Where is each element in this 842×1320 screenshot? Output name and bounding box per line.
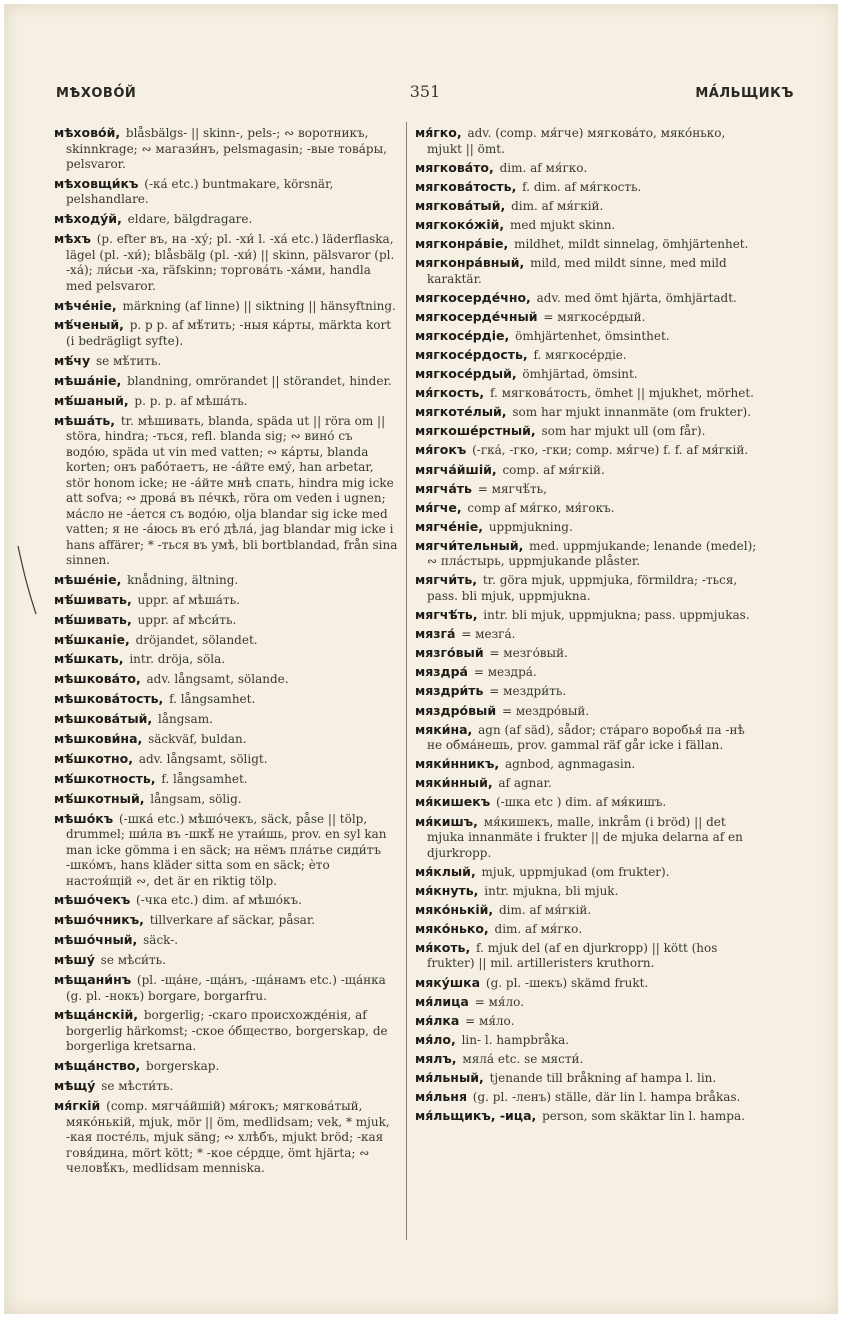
entry-headword: мя́коть,	[415, 939, 471, 955]
entry-headword: мя́льный,	[415, 1070, 484, 1086]
dictionary-entry	[415, 347, 763, 364]
entry-headword: мяздро́вый	[415, 702, 497, 718]
entry-headword: мя́кнуть,	[415, 882, 479, 898]
entry-definition: comp af мя́гко, мя́гокъ.	[467, 500, 615, 515]
entry-definition: (-чка etc.) dim. af мѣшо́къ.	[136, 893, 302, 908]
dictionary-entry	[54, 731, 398, 748]
dictionary-entry	[54, 373, 398, 390]
entry-headword: мѣшо́чный,	[54, 932, 138, 948]
entry-definition: = мягкосе́рдый.	[543, 309, 646, 324]
entry-headword: мѣховщи́къ	[54, 175, 139, 191]
dictionary-entry	[415, 442, 763, 459]
dictionary-entry	[54, 811, 398, 890]
entry-definition: dim. af мя́гкій.	[511, 198, 604, 213]
dictionary-entry	[54, 612, 398, 629]
margin-pencil-mark	[14, 544, 40, 616]
entry-definition: tillverkare af säckar, påsar.	[149, 913, 316, 928]
entry-definition: (-шка etc ) dim. af мя́кишъ.	[495, 795, 667, 810]
dictionary-entry	[415, 626, 763, 643]
entry-definition: (g. pl. -ленъ) ställe, där lin l. hampa bråkas.	[472, 1090, 741, 1105]
entry-headword: мѣ́шаный,	[54, 392, 129, 408]
entry-definition: agnbod, agnmagasin.	[504, 757, 636, 772]
entry-definition: som har mjukt innanmäte (om frukter).	[512, 405, 752, 420]
entry-headword: мѣшкови́на,	[54, 731, 143, 747]
dictionary-entry	[54, 1058, 398, 1075]
entry-headword: мѣщу́	[54, 1078, 96, 1094]
entry-headword: мяки́нный,	[415, 775, 493, 791]
dictionary-entry	[54, 912, 398, 929]
dictionary-entry	[415, 814, 763, 862]
entry-headword: мѣ́шкотно,	[54, 750, 133, 766]
entry-definition: comp. af мя́гкій.	[502, 462, 605, 477]
entry-headword: мягкосе́рдый,	[415, 366, 517, 382]
entry-definition: = мездро́вый.	[501, 703, 590, 718]
dictionary-entry	[54, 751, 398, 768]
entry-definition: tr. мѣшивать, blanda, späda ut || röra om || störa, hindra; -ться, refl. blanda sig; ∾ вино́ съ водо́ю, späda ut vin med vatten; ∾ ка́рты, blanda korten; онъ рабо́таетъ, не -а́йте ему́, han arbetar, stör honom icke; не -а́йте мнѣ спать, hindra mig icke att sofva; ∾ дрова́ въ пе́чкѣ, röra om veden i ugnen; ма́сло не -а́ется съ водо́ю, olja blandar sig icke med vatten; я не -а́юсь въ его́ дѣла́, jag blandar mig icke i hans affärer; * -ться въ умѣ, bli bortblandad, från sina sinnen.	[66, 413, 398, 568]
entry-headword: мягчи́тельный,	[415, 537, 524, 553]
entry-headword: мягкосерде́чный	[415, 308, 538, 324]
dictionary-entry	[54, 1007, 398, 1055]
entry-headword: мѣша́ть,	[54, 412, 116, 428]
entry-definition: (p. efter въ, на -ху́; pl. -хи́ l. -ха́ etc.) läderflaska, lägel (pl. -хи́); blåsbälg (pl. -хи́) || skinn, pälsvaror (pl. -ха́); ли́сьи -ха, räfskinn; торгова́ть -ха́ми, handla med pelsvaror.	[66, 232, 395, 293]
entry-definition: = мя́ло.	[465, 1013, 515, 1028]
entry-definition: mildhet, mildt sinnelag, ömhjärtenhet.	[514, 236, 749, 251]
entry-definition: mjuk, uppmjukad (om frukter).	[481, 864, 670, 879]
entry-headword: мягконра́вный,	[415, 255, 525, 271]
dictionary-entry	[415, 423, 763, 440]
dictionary-entry	[54, 671, 398, 688]
entry-definition: borgerskap.	[146, 1059, 220, 1074]
entry-headword: мя́гче,	[415, 499, 462, 515]
entry-definition: långsam.	[158, 712, 213, 727]
entry-definition: intr. bli mjuk, uppmjukna; pass. uppmjukas.	[483, 608, 750, 623]
entry-headword: мя́гкость,	[415, 385, 485, 401]
entry-definition: f. dim. af мя́гкость.	[522, 179, 642, 194]
dictionary-entry	[54, 353, 398, 370]
running-head-left: МѢХОВО́Й	[56, 86, 137, 101]
entry-definition: af agnar.	[498, 776, 552, 791]
dictionary-entry	[54, 972, 398, 1004]
dictionary-entry	[415, 538, 763, 570]
entry-definition: = мягчѣ́ть,	[477, 481, 547, 496]
dictionary-entry	[415, 481, 763, 498]
dictionary-entry	[415, 994, 763, 1011]
entry-definition: p. p p. af мѣ́тить; -ныя ка́рты, märkta kort (i bedrägligt syfte).	[66, 318, 392, 348]
entry-headword: мѣше́ніе,	[54, 571, 122, 587]
dictionary-entry	[415, 921, 763, 938]
entry-headword: мяздра́	[415, 664, 468, 680]
page-header	[54, 82, 796, 106]
entry-definition: agn (af säd), sådor; ста́раго воробья́ па -нѣ не обма́нешь, prov. gammal räf går icke i fällan.	[427, 722, 745, 753]
entry-headword: мѣща́нскій,	[54, 1007, 138, 1023]
entry-headword: мялъ,	[415, 1050, 457, 1066]
entry-headword: мяздри́ть	[415, 683, 484, 699]
entry-definition: adv. långsamt, sölande.	[146, 672, 289, 687]
entry-headword: мяко́нькій,	[415, 901, 494, 917]
entry-definition: dim. af мя́гкій.	[498, 902, 592, 917]
dictionary-entry	[54, 1098, 398, 1177]
dictionary-entry	[415, 366, 763, 383]
dictionary-entry	[415, 500, 763, 517]
entry-headword: мѣща́нство,	[54, 1058, 141, 1074]
entry-headword: мѣшкова́тость,	[54, 691, 164, 707]
entry-definition: = мезга́.	[461, 627, 516, 642]
entry-definition: f. mjuk del (af en djurkropp) || kött (hos frukter) || mil. artilleristers kruthorn.	[427, 940, 718, 971]
dictionary-entry	[54, 393, 398, 410]
entry-headword: мягча́ть	[415, 480, 472, 496]
entry-definition: se мѣ́тить.	[95, 353, 162, 368]
entry-headword: мягкосерде́чно,	[415, 289, 531, 305]
dictionary-entry	[54, 711, 398, 728]
entry-headword: мя́кишекъ	[415, 794, 491, 810]
entry-definition: adv. långsamt, söligt.	[138, 751, 268, 766]
entry-headword: мѣщани́нъ	[54, 972, 132, 988]
entry-headword: мѣшкова́то,	[54, 671, 141, 687]
dictionary-entry	[415, 160, 763, 177]
entry-definition: = мездра́.	[473, 665, 537, 680]
entry-definition: (g. pl. -шекъ) skämd frukt.	[485, 975, 649, 990]
dictionary-entry	[54, 892, 398, 909]
dictionary-entry	[54, 298, 398, 315]
dictionary-entry	[54, 1078, 398, 1095]
entry-headword: мя́лица	[415, 993, 469, 1009]
entry-definition: med. uppmjukande; lenande (medel); ∾ пла́стырь, uppmjukande plåster.	[427, 538, 757, 569]
entry-definition: (-шка́ etc.) мѣшо́чекъ, säck, påse || tölp, drummel; ши́ла въ -шкѣ́ не утаи́шь, prov. en syl kan man icke gömma i en säck; на нёмъ пла́тье сиди́тъ -шко́мъ, hans kläder sitta som en säck; ѐто настоя́щій ∾, det är en riktig tölp.	[66, 811, 387, 888]
entry-headword: мяко́нько,	[415, 920, 489, 936]
entry-definition: intr. dröja, söla.	[129, 652, 226, 667]
dictionary-entry	[415, 217, 763, 234]
entry-definition: eldare, bälgdragare.	[127, 212, 253, 227]
entry-headword: мягкосе́рдіе,	[415, 327, 510, 343]
entry-definition: som har mjukt ull (om får).	[541, 424, 706, 439]
entry-definition: se мѣсти́ть.	[101, 1079, 174, 1094]
entry-definition: mild, med mildt sinne, med mild karaktär.	[427, 256, 727, 286]
entry-definition: uppr. af мѣша́ть.	[137, 592, 240, 607]
dictionary-entry	[415, 940, 763, 972]
entry-headword: мяки́нникъ,	[415, 756, 500, 772]
entry-definition: мяла́ etc. se мясти́.	[462, 1051, 584, 1066]
entry-headword: мягкова́тый,	[415, 197, 506, 213]
entry-headword: мя́льня	[415, 1089, 467, 1105]
dictionary-entry	[415, 722, 763, 754]
dictionary-entry	[415, 236, 763, 253]
dictionary-entry	[415, 864, 763, 881]
dictionary-entry	[415, 572, 763, 604]
left-column	[54, 125, 398, 1245]
entry-headword: мѣ́ченый,	[54, 317, 124, 333]
dictionary-entry	[54, 771, 398, 788]
entry-headword: мя́кишъ,	[415, 813, 478, 829]
entry-headword: мягчѣ́ть,	[415, 607, 478, 623]
entry-definition: säckväf, buldan.	[148, 732, 247, 747]
dictionary-entry	[415, 179, 763, 196]
entry-headword: мѣшкова́тый,	[54, 711, 153, 727]
entry-definition: f. мягкосе́рдіе.	[533, 347, 627, 362]
dictionary-entry	[54, 176, 398, 208]
dictionary-entry	[415, 645, 763, 662]
entry-headword: мѣша́ніе,	[54, 372, 122, 388]
running-head-right: МА́ЛЬЩИКЪ	[695, 86, 794, 101]
entry-definition: ömhjärtenhet, ömsinthet.	[515, 328, 670, 343]
entry-definition: = мездри́ть.	[489, 684, 567, 699]
dictionary-entry	[415, 462, 763, 479]
dictionary-entry	[415, 775, 763, 792]
dictionary-entry	[415, 1051, 763, 1068]
dictionary-entry	[415, 883, 763, 900]
dictionary-entry	[54, 413, 398, 569]
dictionary-entry	[415, 1013, 763, 1030]
entry-headword: мяку́шка	[415, 974, 481, 990]
entry-headword: мѣходу́й,	[54, 211, 122, 227]
entry-headword: мягча́йшій,	[415, 461, 497, 477]
entry-headword: мѣшо́чекъ	[54, 892, 131, 908]
entry-headword: мѣшо́чникъ,	[54, 912, 144, 928]
entry-headword: мягкоше́рстный,	[415, 423, 536, 439]
dictionary-entry	[415, 255, 763, 287]
entry-definition: = мезго́вый.	[489, 646, 568, 661]
dictionary-entry	[415, 198, 763, 215]
entry-definition: f. långsamhet.	[169, 692, 256, 707]
dictionary-entry	[415, 385, 763, 402]
dictionary-entry	[415, 404, 763, 421]
entry-definition: (pl. -ща́не, -ща́нъ, -ща́намъ etc.) -ща́нка (g. pl. -нокъ) borgare, borgarfru.	[66, 973, 386, 1003]
entry-headword: мѣ́шивать,	[54, 591, 132, 607]
dictionary-entry	[415, 664, 763, 681]
entry-definition: (-гка́, -гко, -гки; comp. мя́гче) f. f. af мя́гкій.	[472, 443, 749, 458]
dictionary-entry	[415, 975, 763, 992]
entry-definition: uppmjukning.	[488, 519, 573, 534]
entry-headword: мя́ло,	[415, 1031, 456, 1047]
dictionary-entry	[415, 309, 763, 326]
entry-headword: мягчи́ть,	[415, 572, 478, 588]
entry-headword: мя́лка	[415, 1012, 460, 1028]
entry-headword: мѣ́чу	[54, 352, 91, 368]
dictionary-page	[4, 4, 838, 1314]
entry-headword: мягче́ніе,	[415, 518, 483, 534]
entry-headword: мязго́вый	[415, 645, 484, 661]
entry-definition: intr. mjukna, bli mjuk.	[484, 883, 619, 898]
dictionary-entry	[415, 290, 763, 307]
dictionary-entry	[54, 651, 398, 668]
entry-definition: tr. göra mjuk, uppmjuka, förmildra; -ться, pass. bli mjuk, uppmjukna.	[427, 573, 738, 603]
entry-headword: мя́гокъ	[415, 442, 467, 458]
entry-definition: se мѣси́ть.	[100, 953, 167, 968]
entry-headword: мя́гкій	[54, 1098, 101, 1114]
entry-definition: (-ка́ etc.) buntmakare, körsnär, pelshandlare.	[66, 176, 334, 207]
entry-definition: мя́кишекъ, malle, inkråm (i bröd) || det mjuka innanmäte i frukter || de mjuka delarna af en djurkropp.	[427, 814, 743, 860]
dictionary-entry	[415, 1089, 763, 1106]
dictionary-entry	[54, 317, 398, 349]
entry-headword: мягконра́віе,	[415, 235, 509, 251]
entry-definition: blandning, omrörandet || störandet, hinder.	[127, 373, 392, 388]
entry-definition: f. långsamhet.	[161, 771, 248, 786]
entry-headword: мѣ́шивать,	[54, 611, 132, 627]
entry-headword: мя́гко,	[415, 125, 462, 140]
entry-headword: мѣхъ	[54, 231, 91, 247]
dictionary-entry	[54, 632, 398, 649]
dictionary-entry	[415, 1070, 763, 1087]
dictionary-entry	[415, 1032, 763, 1049]
column-divider	[406, 122, 407, 1240]
entry-definition: märkning (af linne) || siktning || hänsyftning.	[122, 298, 396, 313]
entry-headword: мягкоко́жій,	[415, 216, 505, 232]
entry-headword: мѣ́шкотный,	[54, 790, 145, 806]
entry-headword: мя́льщикъ, -ица,	[415, 1108, 537, 1124]
entry-definition: säck-.	[143, 933, 179, 948]
entry-definition: = мя́ло.	[474, 994, 525, 1009]
entry-headword: мѣшо́къ	[54, 810, 114, 826]
entry-definition: tjenande till bråkning af hampa l. lin.	[489, 1071, 717, 1086]
dictionary-entry	[54, 791, 398, 808]
dictionary-entry	[415, 125, 763, 157]
entry-headword: мязга́	[415, 626, 456, 642]
right-column	[415, 125, 763, 1245]
entry-definition: dröjandet, sölandet.	[135, 632, 258, 647]
dictionary-entry	[54, 592, 398, 609]
entry-definition: knådning, ältning.	[127, 572, 239, 587]
entry-definition: ömhjärtad, ömsint.	[522, 367, 638, 382]
entry-definition: p. p. p. af мѣша́ть.	[134, 393, 248, 408]
entry-definition: långsam, sölig.	[150, 791, 242, 806]
entry-definition: person, som skäktar lin l. hampa.	[542, 1109, 745, 1124]
entry-headword: мѣшу́	[54, 952, 95, 968]
entry-headword: мѣче́ніе,	[54, 297, 117, 313]
entry-headword: мѣ́шкать,	[54, 651, 124, 667]
entry-headword: мягкосе́рдость,	[415, 346, 528, 362]
dictionary-entry	[415, 519, 763, 536]
entry-headword: мѣ́шкотность,	[54, 770, 156, 786]
dictionary-entry	[54, 691, 398, 708]
entry-definition: uppr. af мѣси́ть.	[137, 612, 237, 627]
entry-definition: adv. med ömt hjärta, ömhjärtadt.	[536, 290, 737, 305]
entry-headword: мягкова́тость,	[415, 178, 517, 194]
entry-definition: blåsbälgs- || skinn-, pels-; ∾ воротникъ, skinnkrage; ∾ магази́нъ, pelsmagasin; -вые това́ры, pelsvaror.	[66, 126, 387, 171]
dictionary-entry	[54, 572, 398, 589]
entry-definition: med mjukt skinn.	[509, 217, 616, 232]
dictionary-entry	[415, 607, 763, 624]
dictionary-entry	[54, 125, 398, 173]
dictionary-entry	[415, 794, 763, 811]
dictionary-entry	[415, 902, 763, 919]
entry-definition: (comp. мягча́йшій) мя́гокъ; мягкова́тый, мяко́нькій, mjuk, mör || öm, medlidsam; vek, * mjuk, -кая посте́ль, mjuk säng; ∾ хлѣбъ, mjukt bröd; -кая говя́дина, mört kött; * -кое се́рдце, ömt hjärta; ∾ человѣ́къ, medlidsam menniska.	[66, 1099, 390, 1176]
dictionary-entry	[415, 328, 763, 345]
dictionary-entry	[54, 952, 398, 969]
entry-headword: мягкоте́лый,	[415, 404, 507, 420]
entry-definition: dim. af мя́гко.	[499, 160, 588, 175]
dictionary-entry	[415, 1108, 763, 1125]
page-number: 351	[409, 82, 441, 101]
entry-headword: мѣ́шканіе,	[54, 631, 130, 647]
entry-headword: мяки́на,	[415, 721, 473, 737]
dictionary-entry	[54, 932, 398, 949]
entry-headword: мягкова́то,	[415, 159, 494, 175]
dictionary-entry	[415, 683, 763, 700]
entry-definition: adv. (comp. мя́гче) мягкова́то, мяко́нько, mjukt || ömt.	[427, 126, 726, 156]
entry-definition: dim. af мя́гко.	[494, 921, 583, 936]
entry-definition: f. мягкова́тость, ömhet || mjukhet, mörhet.	[489, 386, 754, 401]
entry-definition: borgerlig; -скаго происхожде́нія, af borgerlig härkomst; -ское о́бщество, borgerskap, de borgerliga kretsarna.	[66, 1008, 388, 1054]
dictionary-entry	[415, 756, 763, 773]
dictionary-entry	[54, 211, 398, 228]
dictionary-entry	[415, 703, 763, 720]
entry-headword: мя́клый,	[415, 863, 476, 879]
entry-definition: lin- l. hampbråka.	[461, 1032, 570, 1047]
dictionary-entry	[54, 231, 398, 294]
entry-headword: мѣхово́й,	[54, 125, 121, 140]
